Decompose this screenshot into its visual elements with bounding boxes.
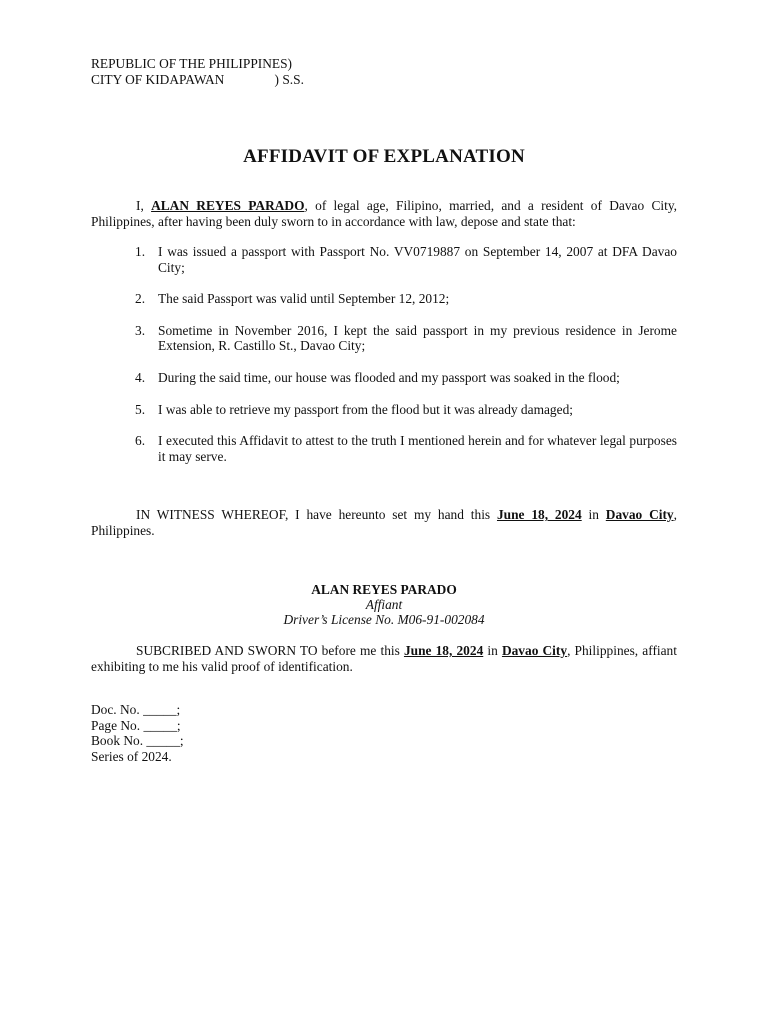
item-text: The said Passport was valid until September 12, 2012; <box>158 291 450 307</box>
series-line: Series of 2024. <box>91 748 172 764</box>
item-text: I executed this Affidavit to attest to the truth I mentioned herein and for whatever legal purposes it may serve. <box>158 433 677 464</box>
item-number: 5. <box>135 401 146 417</box>
item-text: I was able to retrieve my passport from the flood but it was already damaged; <box>158 401 573 417</box>
page-no-line: Page No. _____; <box>91 717 181 733</box>
witness-date: June 18, 2024 <box>496 507 582 522</box>
witness-mid: in <box>581 507 606 522</box>
venue-block <box>91 56 491 87</box>
jurat-paragraph <box>91 643 677 674</box>
jurat-place: Davao City <box>501 643 568 658</box>
intro-paragraph <box>91 198 677 229</box>
jurat-mid: in <box>483 643 502 658</box>
item-number: 1. <box>135 244 146 259</box>
item-text: During the said time, our house was flooded and my passport was soaked in the flood; <box>158 369 620 385</box>
witness-suffix: , Philippines. <box>91 507 677 538</box>
venue-line-city: CITY OF KIDAPAWAN ) S.S. <box>91 71 304 87</box>
list-item <box>91 433 677 464</box>
item-number: 6. <box>135 433 146 449</box>
witness-paragraph <box>91 507 677 538</box>
jurat-date: June 18, 2024 <box>403 643 484 658</box>
item-text: Sometime in November 2016, I kept the said passport in my previous residence in Jerome Extension, R. Castillo St., Davao City; <box>158 322 677 354</box>
book-no-line: Book No. _____; <box>91 733 184 749</box>
notarial-block <box>91 702 391 764</box>
jurat-prefix: SUBCRIBED AND SWORN TO before me this <box>136 643 404 658</box>
item-text: I was issued a passport with Passport No. VV0719887 on September 14, 2007 at DFA Davao City; <box>158 244 677 275</box>
statement-list <box>91 244 677 480</box>
item-number: 4. <box>135 369 146 385</box>
list-item <box>91 370 677 386</box>
jurat-suffix: , Philippines, affiant exhibiting to me his valid proof of identification. <box>91 643 677 674</box>
venue-line-republic: REPUBLIC OF THE PHILIPPINES) <box>91 56 293 71</box>
witness-prefix: IN WITNESS WHEREOF, I have hereunto set my hand this <box>136 507 497 522</box>
item-number: 3. <box>135 322 146 338</box>
list-item <box>91 323 677 354</box>
signature-license: Driver’s License No. M06-91-002084 <box>283 612 485 627</box>
witness-place: Davao City <box>605 507 674 522</box>
document-title: AFFIDAVIT OF EXPLANATION <box>243 146 525 167</box>
doc-no-line: Doc. No. _____; <box>91 702 181 717</box>
intro-prefix: I, <box>136 198 152 213</box>
list-item <box>91 402 677 418</box>
intro-suffix: , of legal age, Filipino, married, and a resident of Davao City, Philippines, after having been duly sworn to in accordance with law, depose and state that: <box>91 198 677 229</box>
list-item <box>91 244 677 275</box>
signature-role: Affiant <box>365 597 403 612</box>
list-item <box>91 291 677 307</box>
signature-name: ALAN REYES PARADO <box>311 582 457 597</box>
affiant-name-underlined: ALAN REYES PARADO <box>151 198 305 213</box>
item-number: 2. <box>135 291 146 307</box>
